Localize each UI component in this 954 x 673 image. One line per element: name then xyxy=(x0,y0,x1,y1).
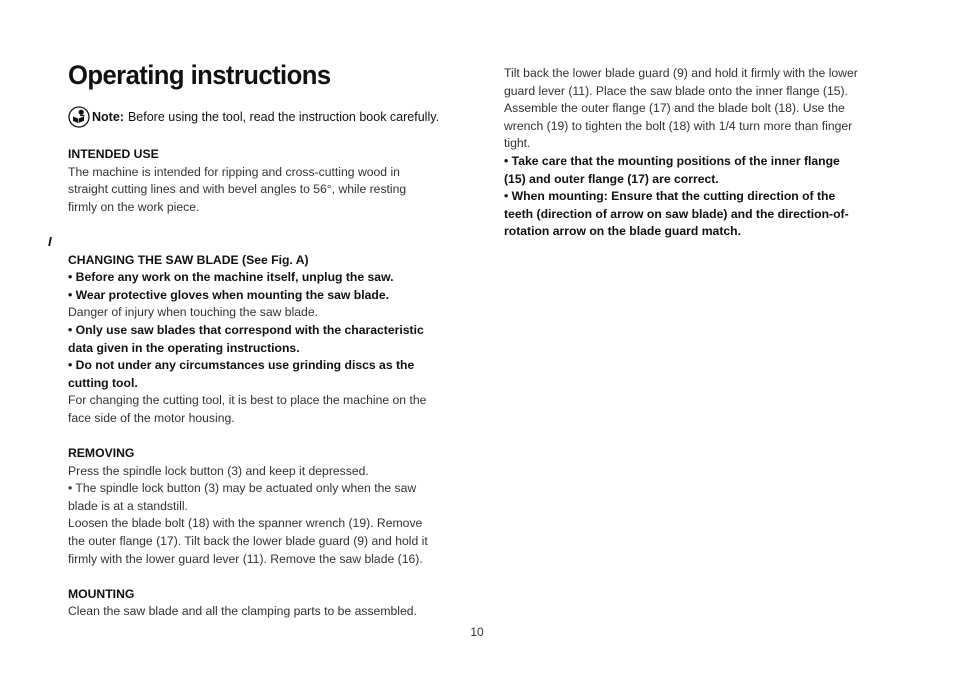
removing-line: blade is at a standstill. xyxy=(68,498,188,513)
right-line: Assemble the outer flange (17) and the blade bolt (18). Use the xyxy=(504,101,845,116)
removing-line: the outer flange (17). Tilt back the lower blade guard (9) and hold it xyxy=(68,534,428,549)
right-line: tight. xyxy=(504,136,531,151)
intended-use-line: The machine is intended for ripping and cross-cutting wood in xyxy=(68,164,400,179)
changing-blade-heading: CHANGING THE SAW BLADE (See Fig. A) xyxy=(68,252,309,267)
right-line: • Take care that the mounting positions of the inner flange xyxy=(504,153,840,168)
right-line: (15) and outer flange (17) are correct. xyxy=(504,171,719,186)
changing-line: data given in the operating instructions. xyxy=(68,340,300,355)
right-line: rotation arrow on the blade guard match. xyxy=(504,224,742,239)
right-line: wrench (19) to tighten the bolt (18) with 1/4 turn more than finger xyxy=(504,118,853,133)
changing-line: • Do not under any circumstances use grinding discs as the xyxy=(68,358,415,373)
page-number: 10 xyxy=(470,625,484,639)
changing-line: face side of the motor housing. xyxy=(68,410,235,425)
note-text: Before using the tool, read the instruction book carefully. xyxy=(127,110,440,124)
right-line: Tilt back the lower blade guard (9) and hold it firmly with the lower xyxy=(504,66,858,80)
removing-line: • The spindle lock button (3) may be actuated only when the saw xyxy=(68,481,417,496)
changing-line: Danger of injury when touching the saw blade. xyxy=(68,305,318,320)
removing-line: Press the spindle lock button (3) and keep it depressed. xyxy=(68,463,369,478)
mounting-heading: MOUNTING xyxy=(68,586,135,601)
note-box xyxy=(68,106,468,128)
right-line: teeth (direction of arrow on saw blade) and the direction-of- xyxy=(504,206,849,221)
intended-use-heading: INTENDED USE xyxy=(68,147,159,161)
intended-use-line: straight cutting lines and with bevel angles to 56°, while resting xyxy=(68,182,407,197)
right-column xyxy=(504,65,884,241)
left-column xyxy=(68,146,454,621)
removing-line: firmly with the lower guard lever (11). Remove the saw blade (16). xyxy=(68,551,423,566)
changing-line: • Only use saw blades that correspond with the characteristic xyxy=(68,322,424,337)
removing-line: Loosen the blade bolt (18) with the spanner wrench (19). Remove xyxy=(68,516,423,531)
note-label: Note: xyxy=(92,110,124,124)
section-marker: I xyxy=(48,234,52,249)
changing-line: • Wear protective gloves when mounting the saw blade. xyxy=(68,287,389,302)
book-reader-icon xyxy=(68,106,90,128)
page-title: Operating instructions xyxy=(68,60,331,90)
intended-use-line: firmly on the work piece. xyxy=(68,199,200,214)
right-line: guard lever (11). Place the saw blade onto the inner flange (15). xyxy=(504,83,848,98)
changing-line: • Before any work on the machine itself, unplug the saw. xyxy=(68,270,394,285)
right-line: • When mounting: Ensure that the cutting direction of the xyxy=(504,189,836,204)
changing-line: cutting tool. xyxy=(68,375,138,390)
mounting-line: Clean the saw blade and all the clamping parts to be assembled. xyxy=(68,604,417,619)
changing-line: For changing the cutting tool, it is best to place the machine on the xyxy=(68,393,427,408)
removing-heading: REMOVING xyxy=(68,446,135,461)
